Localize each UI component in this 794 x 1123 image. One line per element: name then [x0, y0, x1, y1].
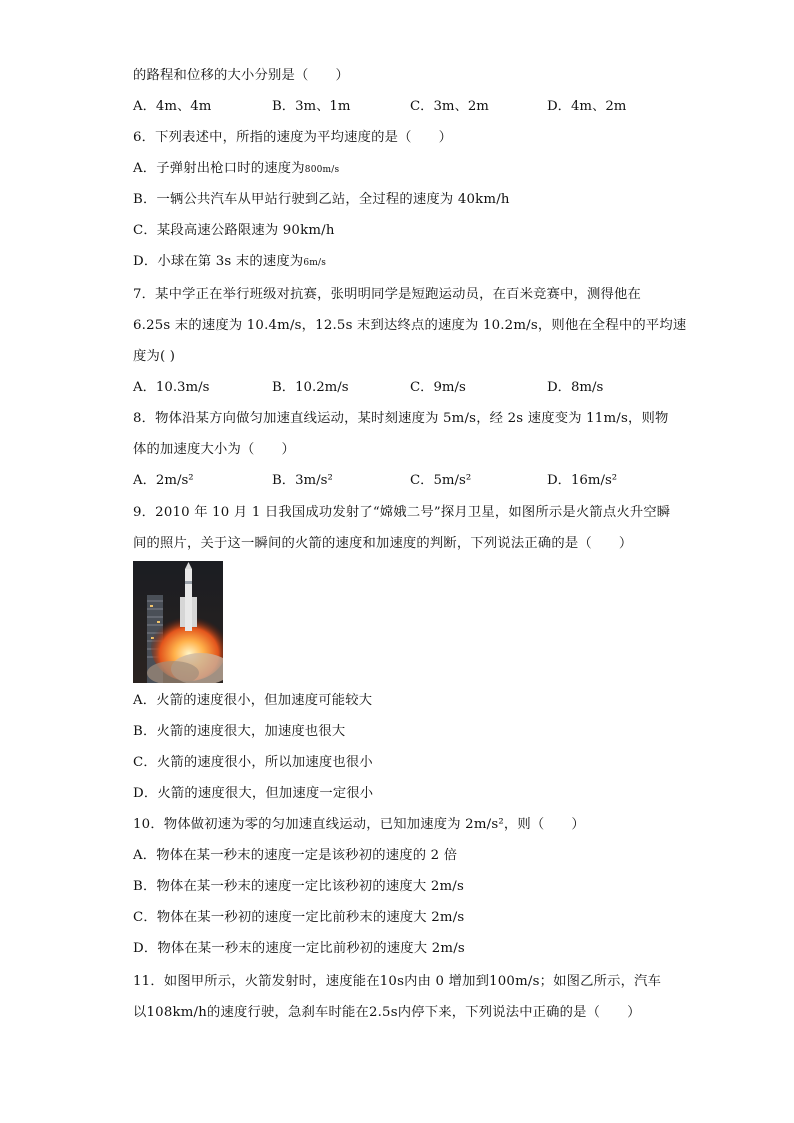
q5-option-b: B．3m、1m [272, 99, 351, 114]
q8-option-d: D．16m/s² [547, 473, 618, 488]
q7-stem-line3: 度为( ) [133, 349, 176, 364]
q9-option-a: A．火箭的速度很小，但加速度可能较大 [133, 693, 373, 708]
q9-stem-line2: 间的照片，关于这一瞬间的火箭的速度和加速度的判断，下列说法正确的是（ ） [133, 536, 633, 551]
q8-stem-line1: 8．物体沿某方向做匀加速直线运动，某时刻速度为 5m/s，经 2s 速度变为 11m/s，则物 [133, 411, 669, 426]
q8-option-b: B．3m/s² [272, 473, 333, 488]
q7-option-c: C．9m/s [410, 380, 466, 395]
q6-option-a [133, 160, 339, 179]
q10-stem: 10．物体做初速为零的匀加速直线运动，已知加速度为 2m/s²，则（ ） [133, 817, 585, 832]
q8-option-c: C．5m/s² [410, 473, 472, 488]
q9-option-d: D．火箭的速度很大，但加速度一定很小 [133, 786, 374, 801]
q11-stem-line1: 11．如图甲所示，火箭发射时，速度能在10s内由 0 增加到100m/s；如图乙所示，汽车 [133, 974, 662, 989]
q6-stem: 6．下列表述中，所指的速度为平均速度的是（ ） [133, 130, 453, 145]
q5-option-c: C．3m、2m [410, 99, 489, 114]
q7-stem-line2: 6.25s 末的速度为 10.4m/s，12.5s 末到达终点的速度为 10.2m/s，则他在全程中的平均速 [133, 318, 687, 333]
q6-option-d [133, 253, 326, 272]
q11-stem-line2: 以108km/h的速度行驶，急刹车时能在2.5s内停下来，下列说法中正确的是（ ） [133, 1005, 641, 1020]
q9-option-b: B．火箭的速度很大，加速度也很大 [133, 724, 346, 739]
q6-option-a-value: 800m/s [304, 165, 340, 175]
q10-option-a: A．物体在某一秒末的速度一定是该秒初的速度的 2 倍 [133, 848, 458, 863]
q8-stem-line2: 体的加速度大小为（ ） [133, 442, 295, 457]
q5-option-d: D．4m、2m [547, 99, 627, 114]
q5-stem-tail: 的路程和位移的大小分别是（ ） [133, 68, 349, 83]
q6-option-c: C．某段高速公路限速为 90km/h [133, 223, 335, 238]
q6-option-b: B．一辆公共汽车从甲站行驶到乙站，全过程的速度为 40km/h [133, 192, 510, 207]
q10-option-c: C．物体在某一秒初的速度一定比前秒末的速度大 2m/s [133, 910, 465, 925]
q5-option-a: A．4m、4m [133, 99, 212, 114]
q10-option-b: B．物体在某一秒末的速度一定比该秒初的速度大 2m/s [133, 879, 465, 894]
rocket-launch-photo [133, 561, 223, 683]
q9-stem-line1: 9．2010 年 10 月 1 日我国成功发射了“嫦娥二号”探月卫星，如图所示是火箭点火升空瞬 [133, 505, 671, 520]
q7-option-a: A．10.3m/s [133, 380, 210, 395]
q6-option-a-text: A．子弹射出枪口时的速度为 [133, 161, 305, 176]
q7-option-d: D．8m/s [547, 380, 604, 395]
q8-option-a: A．2m/s² [133, 473, 194, 488]
q6-option-d-value: 6m/s [303, 258, 327, 268]
q10-option-d: D．物体在某一秒末的速度一定比前秒初的速度大 2m/s [133, 941, 465, 956]
q7-option-b: B．10.2m/s [272, 380, 349, 395]
q7-stem-line1: 7．某中学正在举行班级对抗赛，张明明同学是短跑运动员，在百米竞赛中，测得他在 [133, 287, 642, 302]
q6-option-d-text: D．小球在第 3s 末的速度为 [133, 254, 304, 269]
q9-option-c: C．火箭的速度很小，所以加速度也很小 [133, 755, 373, 770]
